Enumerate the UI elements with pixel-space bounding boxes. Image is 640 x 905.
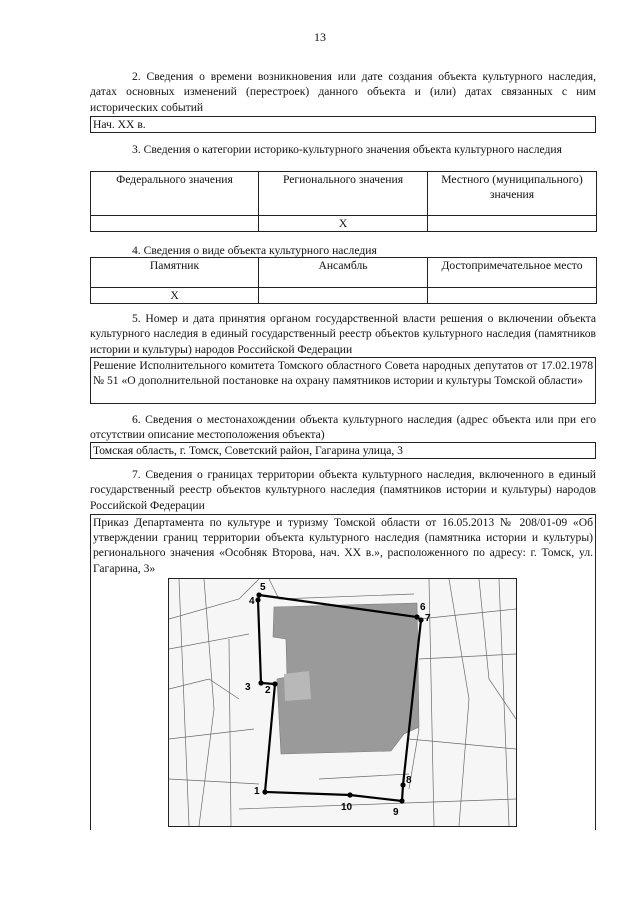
building-annex <box>284 671 311 701</box>
page-number: 13 <box>314 30 326 44</box>
vertex-label-7: 7 <box>425 613 431 624</box>
vertex-4 <box>255 597 260 602</box>
type-table <box>90 257 597 304</box>
vertex-9 <box>399 798 404 803</box>
type-header-row <box>91 258 597 288</box>
section-5-heading: 5. Номер и дата принятия органом государственной власти решения о включении объекта культурного наследия в единый государственный реестр объектов культурного наследия (памятников истории и культуры) народов Российской Федерации <box>90 312 596 356</box>
type-mark-landmark <box>428 288 597 304</box>
category-regional: Регионального значения <box>259 172 428 216</box>
boundary-map-drawing <box>169 579 516 826</box>
vertex-label-5: 5 <box>260 582 266 593</box>
type-mark-monument: Х <box>91 288 259 304</box>
vertex-5 <box>256 592 261 597</box>
section-3-heading: 3. Сведения о категории историко-культурного значения объекта культурного наследия <box>132 143 562 156</box>
vertex-label-3: 3 <box>245 682 251 693</box>
type-landmark: Достопримечательное место <box>428 258 597 288</box>
section-2-heading: 2. Сведения о времени возникновения или дате создания объекта культурного наследия, датах основных изменений (перестроек) данного объекта и (или) датах связанных с ним исторических событий <box>90 70 596 114</box>
section-7-heading: 7. Сведения о границах территории объекта культурного наследия, включенного в единый государственный реестр объектов культурного наследия (памятников истории и культуры) народов Российской Федерации <box>90 468 596 512</box>
type-mark-row <box>91 288 597 304</box>
vertex-label-1: 1 <box>254 786 260 797</box>
section-4-heading: 4. Сведения о виде объекта культурного наследия <box>132 244 377 257</box>
category-mark-local <box>428 216 597 232</box>
section-5-value: Решение Исполнительного комитета Томского областного Совета народных депутатов от 17.02.1978 № 51 «О дополнительной постановке на охрану памятников истории и культуры Томской области» <box>90 357 596 404</box>
category-mark-regional: Х <box>259 216 428 232</box>
vertex-label-8: 8 <box>406 775 412 786</box>
category-federal: Федерального значения <box>91 172 259 216</box>
vertex-label-4: 4 <box>249 596 255 607</box>
vertex-3 <box>258 680 263 685</box>
vertex-1 <box>262 789 267 794</box>
vertex-label-2: 2 <box>265 685 271 696</box>
type-ensemble: Ансамбль <box>259 258 428 288</box>
category-mark-federal <box>91 216 259 232</box>
vertex-10 <box>347 792 352 797</box>
category-header-row <box>91 172 597 216</box>
section-6-value: Томская область, г. Томск, Советский район, Гагарина улица, 3 <box>90 442 596 459</box>
type-monument: Памятник <box>91 258 259 288</box>
vertex-7 <box>418 617 423 622</box>
category-table <box>90 171 597 232</box>
boundary-map <box>168 578 517 827</box>
vertex-8 <box>400 782 405 787</box>
category-local: Местного (муниципального) значения <box>428 172 597 216</box>
section-7-value: Приказ Департамента по культуре и туризму Томской области от 16.05.2013 № 208/01-09 «Об утверждении границ территории объекта культурного наследия (памятника истории и культуры) регионального значения «Особняк Второва, нач. XX в.», расположенного по адресу: г. Томск, ул. Гагарина, 3» <box>93 516 593 575</box>
vertex-label-10: 10 <box>341 802 353 813</box>
category-mark-row <box>91 216 597 232</box>
vertex-label-6: 6 <box>420 602 426 613</box>
section-6-heading: 6. Сведения о местонахождении объекта культурного наследия (адрес объекта или при его отсутствии описание местоположения объекта) <box>90 413 596 442</box>
vertex-2 <box>272 681 277 686</box>
type-mark-ensemble <box>259 288 428 304</box>
section-2-value: Нач. XX в. <box>90 116 596 133</box>
vertex-label-9: 9 <box>393 807 399 818</box>
